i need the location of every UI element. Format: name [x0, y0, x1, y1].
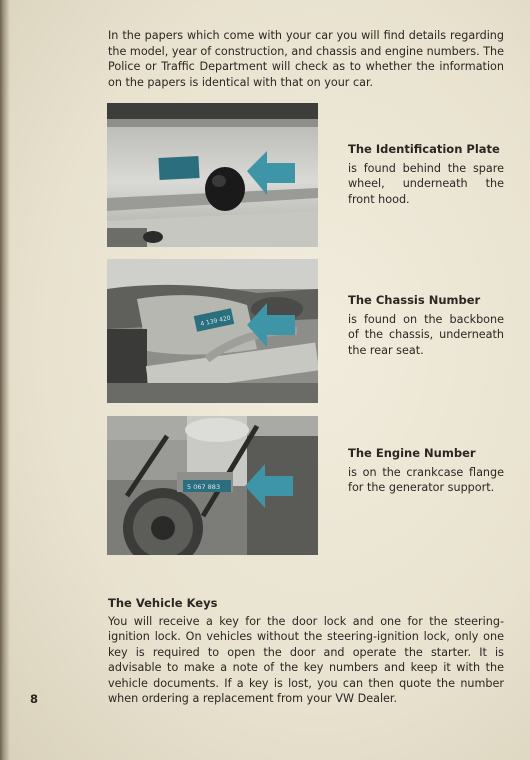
- identification-plate-caption: [348, 142, 504, 207]
- intro-paragraph: In the papers which come with your car you will find details regarding the model, year of construction, and chassis and engine numbers. The Police or Traffic Department will check as to whether the information on the papers is identical with that on your car.: [108, 29, 504, 89]
- engine-number-label: 5 067 883: [187, 483, 221, 491]
- vehicle-keys-text: You will receive a key for the door lock and one for the steering-ignition lock. On vehicles without the steering-ignition lock, only one key is required to open the door and operate the starter. It is advisable to make a note of the key numbers and keep it with the vehicle documents. If a key is lost, you can then quote the number when ordering a replacement from your VW Dealer.: [108, 615, 504, 706]
- page-number: 8: [30, 692, 39, 706]
- vehicle-keys-title: The Vehicle Keys: [108, 596, 218, 610]
- chassis-number-label: 4 139 420: [199, 314, 232, 328]
- section-text: is on the crankcase flange for the generator support.: [348, 466, 504, 495]
- section-title: The Identification Plate: [348, 142, 500, 156]
- identification-plate: [158, 156, 199, 180]
- engine-number-photo: [107, 416, 318, 555]
- section-text: is found on the backbone of the chassis, underneath the rear seat.: [348, 313, 504, 357]
- section-title: The Chassis Number: [348, 293, 481, 307]
- section-text: is found behind the spare wheel, underneath the front hood.: [348, 162, 504, 206]
- section-title: The Engine Number: [348, 446, 476, 460]
- page-binding-shadow: [0, 0, 10, 760]
- chassis-number-photo: [107, 259, 318, 403]
- engine-number-caption: [348, 446, 504, 496]
- identification-plate-photo: [107, 103, 318, 247]
- chassis-number-caption: [348, 293, 504, 358]
